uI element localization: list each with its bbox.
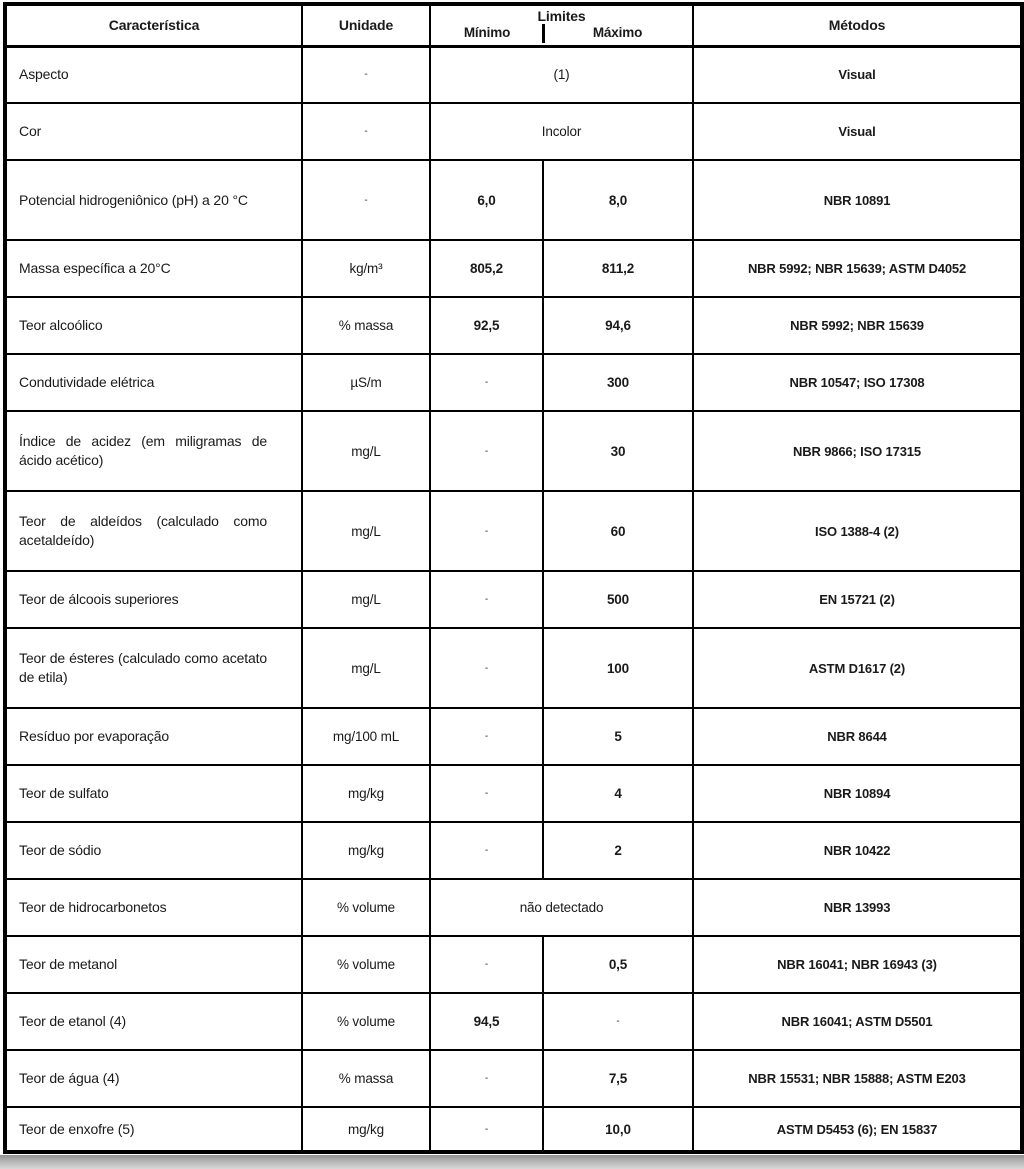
cell-caracteristica: Teor de enxofre (5) <box>5 1107 302 1152</box>
cell-unidade: - <box>302 160 430 240</box>
cell-unidade: % volume <box>302 879 430 936</box>
table-row <box>5 240 1022 297</box>
cell-unidade: - <box>302 103 430 160</box>
table-body <box>5 46 1022 1152</box>
cell-metodos: EN 15721 (2) <box>693 571 1022 628</box>
cell-maximo: 10,0 <box>543 1107 693 1152</box>
cell-caracteristica: Potencial hidrogeniônico (pH) a 20 °C <box>5 160 302 240</box>
cell-metodos: NBR 5992; NBR 15639; ASTM D4052 <box>693 240 1022 297</box>
table-row <box>5 491 1022 571</box>
cell-metodos: NBR 16041; NBR 16943 (3) <box>693 936 1022 993</box>
cell-metodos: Visual <box>693 46 1022 103</box>
cell-unidade: mg/L <box>302 571 430 628</box>
cell-unidade: % massa <box>302 1050 430 1107</box>
header-minimo: Mínimo <box>430 24 543 46</box>
cell-minimo: - <box>430 571 543 628</box>
table-row <box>5 628 1022 708</box>
header-limites: Limites <box>430 4 693 24</box>
cell-metodos: Visual <box>693 103 1022 160</box>
table-row <box>5 993 1022 1050</box>
cell-metodos: NBR 10891 <box>693 160 1022 240</box>
table-row <box>5 1107 1022 1152</box>
table-row <box>5 936 1022 993</box>
cell-maximo: - <box>543 993 693 1050</box>
cell-caracteristica: Teor de etanol (4) <box>5 993 302 1050</box>
cell-maximo: 811,2 <box>543 240 693 297</box>
cell-unidade: kg/m³ <box>302 240 430 297</box>
cell-caracteristica: Teor de sulfato <box>5 765 302 822</box>
table-row <box>5 103 1022 160</box>
cell-minimo: - <box>430 491 543 571</box>
cell-unidade: mg/kg <box>302 765 430 822</box>
cell-limite-unico: Incolor <box>430 103 693 160</box>
cell-minimo: 92,5 <box>430 297 543 354</box>
cell-limite-unico: (1) <box>430 46 693 103</box>
cell-maximo: 5 <box>543 708 693 765</box>
cell-metodos: NBR 13993 <box>693 879 1022 936</box>
cell-caracteristica: Cor <box>5 103 302 160</box>
cell-metodos: NBR 10894 <box>693 765 1022 822</box>
table-row <box>5 160 1022 240</box>
cell-maximo: 4 <box>543 765 693 822</box>
cell-maximo: 30 <box>543 411 693 491</box>
table-row <box>5 354 1022 411</box>
cell-unidade: mg/L <box>302 491 430 571</box>
cell-caracteristica: Aspecto <box>5 46 302 103</box>
cell-unidade: mg/kg <box>302 1107 430 1152</box>
cell-maximo: 8,0 <box>543 160 693 240</box>
cell-caracteristica: Teor de metanol <box>5 936 302 993</box>
table-row <box>5 46 1022 103</box>
cell-minimo: - <box>430 822 543 879</box>
cell-metodos: ASTM D1617 (2) <box>693 628 1022 708</box>
table-row <box>5 708 1022 765</box>
cell-maximo: 500 <box>543 571 693 628</box>
cell-caracteristica: Teor de água (4) <box>5 1050 302 1107</box>
cell-caracteristica: Teor de aldeídos (calculado como acetaldeído) <box>5 491 302 571</box>
cell-maximo: 300 <box>543 354 693 411</box>
cell-caracteristica: Condutividade elétrica <box>5 354 302 411</box>
table-row <box>5 765 1022 822</box>
cell-unidade: % volume <box>302 936 430 993</box>
cell-minimo: 94,5 <box>430 993 543 1050</box>
cell-metodos: ASTM D5453 (6); EN 15837 <box>693 1107 1022 1152</box>
cell-metodos: NBR 9866; ISO 17315 <box>693 411 1022 491</box>
cell-metodos: NBR 10422 <box>693 822 1022 879</box>
cell-caracteristica: Teor de ésteres (calculado como acetato de etila) <box>5 628 302 708</box>
specification-table <box>3 2 1024 1154</box>
cell-minimo: - <box>430 1050 543 1107</box>
cell-maximo: 94,6 <box>543 297 693 354</box>
cell-minimo: - <box>430 936 543 993</box>
cell-unidade: µS/m <box>302 354 430 411</box>
cell-caracteristica: Resíduo por evaporação <box>5 708 302 765</box>
cell-minimo: - <box>430 411 543 491</box>
cell-caracteristica: Teor de hidrocarbonetos <box>5 879 302 936</box>
table-row <box>5 1050 1022 1107</box>
header-metodos: Métodos <box>693 4 1022 46</box>
cell-minimo: - <box>430 765 543 822</box>
header-maximo: Máximo <box>543 24 693 46</box>
cell-caracteristica: Teor de sódio <box>5 822 302 879</box>
cell-unidade: mg/L <box>302 628 430 708</box>
table-header <box>5 4 1022 46</box>
cell-minimo: - <box>430 1107 543 1152</box>
header-row-top <box>5 4 1022 24</box>
page-bottom-edge <box>0 1155 1024 1169</box>
cell-unidade: mg/L <box>302 411 430 491</box>
table-row <box>5 879 1022 936</box>
cell-metodos: NBR 5992; NBR 15639 <box>693 297 1022 354</box>
cell-unidade: mg/100 mL <box>302 708 430 765</box>
table-row <box>5 571 1022 628</box>
cell-unidade: - <box>302 46 430 103</box>
cell-minimo: 805,2 <box>430 240 543 297</box>
cell-minimo: - <box>430 354 543 411</box>
cell-maximo: 7,5 <box>543 1050 693 1107</box>
cell-maximo: 100 <box>543 628 693 708</box>
cell-limite-unico: não detectado <box>430 879 693 936</box>
header-unidade: Unidade <box>302 4 430 46</box>
table-row <box>5 297 1022 354</box>
cell-maximo: 60 <box>543 491 693 571</box>
cell-maximo: 0,5 <box>543 936 693 993</box>
cell-minimo: - <box>430 708 543 765</box>
header-caracteristica: Característica <box>5 4 302 46</box>
cell-metodos: ISO 1388-4 (2) <box>693 491 1022 571</box>
cell-minimo: 6,0 <box>430 160 543 240</box>
cell-minimo: - <box>430 628 543 708</box>
cell-unidade: % massa <box>302 297 430 354</box>
table-row <box>5 411 1022 491</box>
cell-maximo: 2 <box>543 822 693 879</box>
cell-metodos: NBR 8644 <box>693 708 1022 765</box>
cell-caracteristica: Teor de álcoois superiores <box>5 571 302 628</box>
cell-caracteristica: Teor alcoólico <box>5 297 302 354</box>
cell-unidade: mg/kg <box>302 822 430 879</box>
cell-metodos: NBR 10547; ISO 17308 <box>693 354 1022 411</box>
cell-metodos: NBR 16041; ASTM D5501 <box>693 993 1022 1050</box>
cell-unidade: % volume <box>302 993 430 1050</box>
cell-metodos: NBR 15531; NBR 15888; ASTM E203 <box>693 1050 1022 1107</box>
cell-caracteristica: Índice de acidez (em miligramas de ácido acético) <box>5 411 302 491</box>
cell-caracteristica: Massa específica a 20°C <box>5 240 302 297</box>
table-row <box>5 822 1022 879</box>
